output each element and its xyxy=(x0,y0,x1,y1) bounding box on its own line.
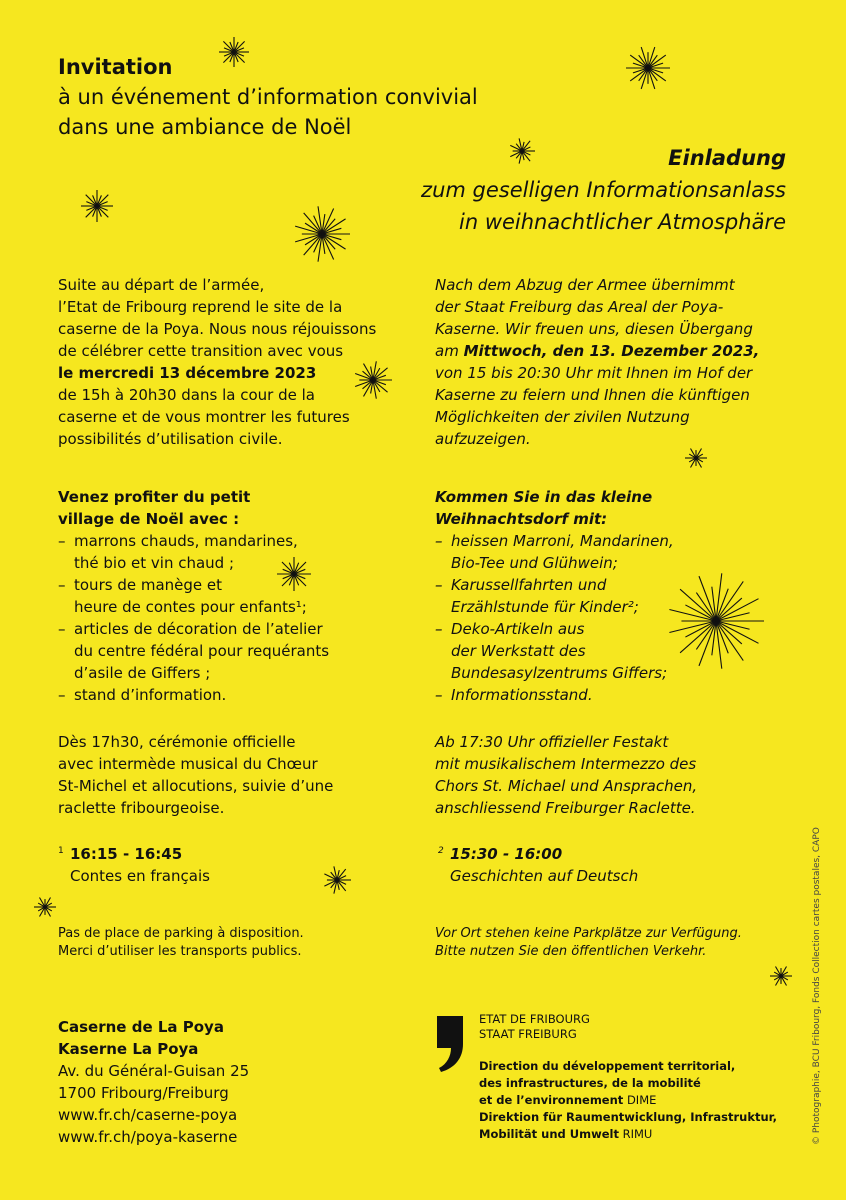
text-line: Kaserne. Wir freuen uns, diesen Übergang xyxy=(435,320,753,338)
text-line: am xyxy=(435,342,464,360)
german-subtitle-line: zum geselligen Informationsanlass xyxy=(421,178,786,202)
german-title: Einladung xyxy=(668,146,786,170)
list-item: – stand d’information. xyxy=(58,684,398,706)
star-icon xyxy=(626,46,670,90)
dept-abbreviation: DIME xyxy=(626,1093,657,1107)
french-subtitle-line: à un événement d’information convivial xyxy=(58,85,478,109)
french-subtitle-line: dans une ambiance de Noël xyxy=(58,115,352,139)
german-parking-note: Vor Ort stehen keine Parkplätze zur Verfügung. Bitte nutzen Sie den öffentlichen Verkehr. xyxy=(435,926,742,959)
french-parking-note: Pas de place de parking à disposition. Merci d’utiliser les transports publics. xyxy=(58,926,304,959)
list-item: – Deko-Artikeln aus der Werkstatt des Bundesasylzentrums Giffers; xyxy=(435,618,785,684)
german-footnote xyxy=(438,843,639,887)
french-village-section xyxy=(58,486,398,706)
village-list xyxy=(58,530,398,706)
star-icon xyxy=(685,447,707,469)
text-line: avec intermède musical du Chœur xyxy=(58,755,318,773)
village-list xyxy=(435,530,785,706)
text-line: possibilités d’utilisation civile. xyxy=(58,430,283,448)
venue-name: Kaserne La Poya xyxy=(58,1040,199,1058)
list-item: – Karussellfahrten und Erzählstunde für Kinder²; xyxy=(435,574,785,618)
text-line: Kaserne zu feiern und Ihnen die künftigen xyxy=(435,386,750,404)
footnote-mark: 1 xyxy=(58,846,64,856)
text-line: Möglichkeiten der zivilen Nutzung xyxy=(435,408,690,426)
german-heading xyxy=(421,142,786,238)
venue-name: Caserne de La Poya xyxy=(58,1018,224,1036)
text-line: Dès 17h30, cérémonie officielle xyxy=(58,733,296,751)
star-icon xyxy=(770,965,792,987)
text-line: von 15 bis 20:30 Uhr mit Ihnen im Hof der xyxy=(435,364,753,382)
text-line: caserne de la Poya. Nous nous réjouissons xyxy=(58,320,377,338)
department-block: Direction du développement territorial, des infrastructures, de la mobilité et de l’environnement DIME Direktion für Raumentwicklung, Infrastruktur, Mobilität und Umwelt RIMU xyxy=(479,1059,778,1141)
star-icon xyxy=(294,206,350,262)
canton-fribourg-logo-icon xyxy=(433,1014,467,1074)
footnote-mark: 2 xyxy=(438,846,444,856)
footnote-text: Geschichten auf Deutsch xyxy=(450,867,639,885)
text-line: mit musikalischem Intermezzo des xyxy=(435,755,697,773)
text-line: raclette fribourgeoise. xyxy=(58,799,225,817)
german-village-section xyxy=(435,486,785,706)
text-line: anschliessend Freiburger Raclette. xyxy=(435,799,696,817)
text-line: Chors St. Michael und Ansprachen, xyxy=(435,777,698,795)
section-heading: Weihnachtsdorf mit: xyxy=(435,510,608,528)
list-item: – tours de manège et heure de contes pour enfants¹; xyxy=(58,574,398,618)
text-line: de 15h à 20h30 dans la cour de la xyxy=(58,386,315,404)
french-heading xyxy=(58,52,478,142)
text-line: l’Etat de Fribourg reprend le site de la xyxy=(58,298,343,316)
star-icon xyxy=(81,190,113,222)
event-date: le mercredi 13 décembre 2023 xyxy=(58,364,317,382)
footnote-time: 15:30 - 16:00 xyxy=(450,845,563,863)
section-heading: village de Noël avec : xyxy=(58,510,240,528)
list-item: – Informationsstand. xyxy=(435,684,785,706)
website-link[interactable]: www.fr.ch/poya-kaserne xyxy=(58,1128,238,1146)
photo-credit: © Photographie, BCU Fribourg, Fonds Collection cartes postales, CAPO xyxy=(812,827,822,1145)
german-subtitle-line: in weihnachtlicher Atmosphäre xyxy=(459,210,786,234)
footnote-text: Contes en français xyxy=(70,867,210,885)
website-link[interactable]: www.fr.ch/caserne-poya xyxy=(58,1106,238,1124)
text-line: de célébrer cette transition avec vous xyxy=(58,342,344,360)
state-name: ETAT DE FRIBOURG STAAT FREIBURG xyxy=(479,1012,590,1041)
text-line: St-Michel et allocutions, suivie d’une xyxy=(58,777,334,795)
city: 1700 Fribourg/Freiburg xyxy=(58,1084,229,1102)
french-intro xyxy=(58,274,398,450)
text-line: aufzuzeigen. xyxy=(435,430,531,448)
event-date: Mittwoch, den 13. Dezember 2023, xyxy=(463,342,760,360)
text-line: der Staat Freiburg das Areal der Poya- xyxy=(435,298,724,316)
star-icon xyxy=(323,866,351,894)
star-icon xyxy=(34,896,56,918)
text-line: Nach dem Abzug der Armee übernimmt xyxy=(435,276,735,294)
german-intro xyxy=(435,274,785,450)
street: Av. du Général-Guisan 25 xyxy=(58,1062,250,1080)
dept-abbreviation: RIMU xyxy=(622,1127,653,1141)
french-ceremony xyxy=(58,731,398,819)
footnote-time: 16:15 - 16:45 xyxy=(70,845,183,863)
text-line: Ab 17:30 Uhr offizieller Festakt xyxy=(435,733,669,751)
french-title: Invitation xyxy=(58,55,173,79)
section-heading: Venez profiter du petit xyxy=(58,488,251,506)
list-item: – heissen Marroni, Mandarinen, Bio-Tee und Glühwein; xyxy=(435,530,785,574)
french-footnote xyxy=(58,843,210,887)
address-block xyxy=(58,1016,249,1148)
section-heading: Kommen Sie in das kleine xyxy=(435,488,653,506)
text-line: caserne et de vous montrer les futures xyxy=(58,408,350,426)
text-line: Suite au départ de l’armée, xyxy=(58,276,265,294)
german-ceremony xyxy=(435,731,785,819)
list-item: – marrons chauds, mandarines, thé bio et vin chaud ; xyxy=(58,530,398,574)
list-item: – articles de décoration de l’atelier du centre fédéral pour requérants d’asile de Giffers ; xyxy=(58,618,398,684)
